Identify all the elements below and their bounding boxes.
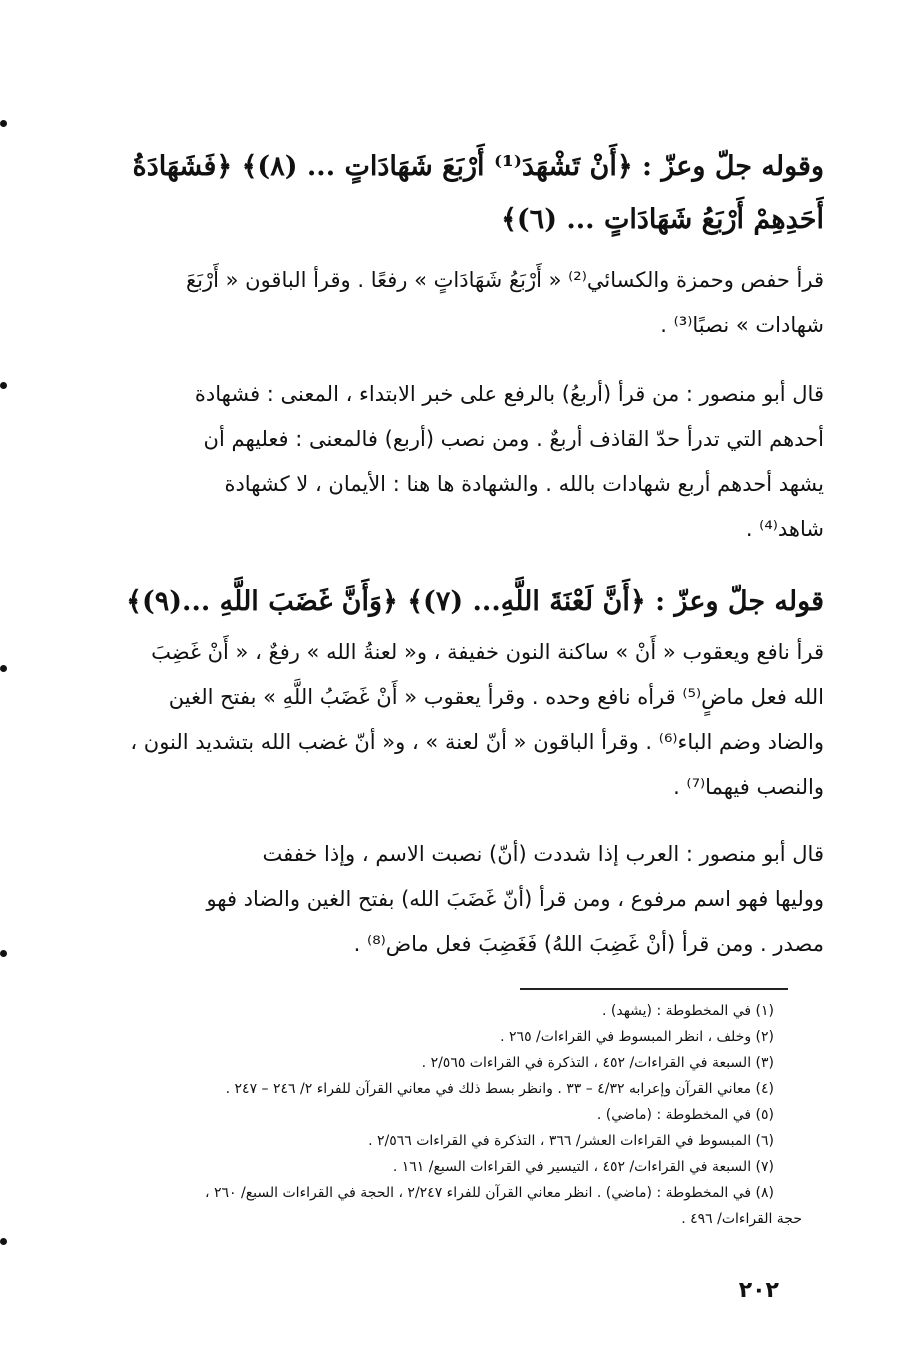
reading-paragraph-2 (94, 630, 824, 810)
footnote: (٦) المبسوط في القراءات العشر/ ٣٦٦ ، التذكرة في القراءات ٢/٥٦٦ . (368, 1133, 774, 1149)
text-line: قرأ نافع ويعقوب « أَنْ » ساكنة النون خفيفة ، و« لعنةُ الله » رفعٌ ، « أَنْ غَضِبَ (151, 640, 824, 664)
footnotes (94, 998, 802, 1232)
scan-margin-mark (0, 950, 7, 957)
commentary-paragraph-2 (94, 832, 824, 967)
footnote: (٥) في المخطوطة : (ماضي) . (596, 1107, 774, 1123)
footnote: (٢) وخلف ، انظر المبسوط في القراءات/ ٢٦٥ . (500, 1029, 774, 1045)
verse-line: قوله جلّ وعزّ : ﴿أَنَّ لَعْنَةَ اللَّهِ... (٧)﴾ ﴿وَأَنَّ غَضَبَ اللَّهِ ...(٩)﴾ (126, 586, 824, 617)
verse-line: أَحَدِهِمْ أَرْبَعُ شَهَادَاتٍ ... (٦)﴾ (501, 204, 824, 235)
text-line: قال أبو منصور : العرب إذا شددت (أنّ) نصبت الاسم ، وإذا خففت (262, 842, 824, 866)
verse-line: وقوله جلّ وعزّ : ﴿أَنْ تَشْهَدَ⁽¹⁾ أَرْبَعَ شَهَادَاتٍ ... (٨)﴾ ﴿فَشَهَادَةُ (132, 151, 824, 182)
scan-margin-mark (0, 665, 7, 672)
scan-margin-mark (0, 382, 7, 389)
text-line: قرأ حفص وحمزة والكسائي⁽²⁾ « أَرْبَعُ شَهَادَاتٍ » رفعًا . وقرأ الباقون « أَرْبَعَ (185, 268, 824, 292)
quran-verse-block-1 (94, 140, 824, 246)
scan-margin-mark (0, 120, 7, 127)
footnote: (٧) السبعة في القراءات/ ٤٥٢ ، التيسير في القراءات السبع/ ١٦١ . (392, 1159, 774, 1175)
text-line: قال أبو منصور : من قرأ (أربعُ) بالرفع على خبر الابتداء ، المعنى : فشهادة (194, 382, 824, 406)
scan-margin-mark (0, 1238, 7, 1245)
text-line: شهادات » نصبًا⁽³⁾ . (660, 313, 824, 337)
footnote-separator (520, 988, 788, 990)
page-number: ٢٠٢ (738, 1278, 779, 1303)
text-line: يشهد أحدهم أربع شهادات بالله . والشهادة ها هنا : الأيمان ، لا كشهادة (224, 472, 824, 496)
text-line: والضاد وضم الباء⁽⁶⁾ . وقرأ الباقون « أنّ لعنة » ، و« أنّ غضب الله بتشديد النون ، (130, 730, 824, 754)
text-line: ووليها فهو اسم مرفوع ، ومن قرأ (أنّ غَضَبَ الله) بفتح الغين والضاد فهو (206, 887, 824, 911)
footnote: (١) في المخطوطة : (يشهد) . (601, 1003, 774, 1019)
text-line: أحدهم التي تدرأ حدّ القاذف أربعٌ . ومن نصب (أربع) فالمعنى : فعليهم أن (203, 427, 824, 451)
footnote: حجة القراءات/ ٤٩٦ . (681, 1211, 802, 1227)
text-line: الله فعل ماضٍ⁽⁵⁾ قرأه نافع وحده . وقرأ يعقوب « أَنْ غَضَبُ اللَّهِ » بفتح الغين (168, 685, 824, 709)
footnote: (٤) معاني القرآن وإعرابه ٤/٣٢ – ٣٣ . وانظر بسط ذلك في معاني القرآن للفراء ٢/ ٢٤٦ – ٢٤٧ . (225, 1081, 774, 1097)
footnote: (٣) السبعة في القراءات/ ٤٥٢ ، التذكرة في القراءات ٢/٥٦٥ . (421, 1055, 774, 1071)
text-line: مصدر . ومن قرأ (أنْ غَضِبَ اللهُ) فَغَضِبَ فعل ماض⁽⁸⁾ . (353, 932, 824, 956)
commentary-paragraph-1 (94, 372, 824, 552)
quran-verse-block-2 (94, 575, 824, 628)
reading-paragraph-1 (94, 258, 824, 348)
footnote: (٨) في المخطوطة : (ماضي) . انظر معاني القرآن للفراء ٢/٢٤٧ ، الحجة في القراءات السبع/ ٢٦٠ ، (205, 1185, 774, 1201)
text-line: شاهد⁽⁴⁾ . (745, 517, 824, 541)
text-line: والنصب فيهما⁽⁷⁾ . (673, 775, 824, 799)
